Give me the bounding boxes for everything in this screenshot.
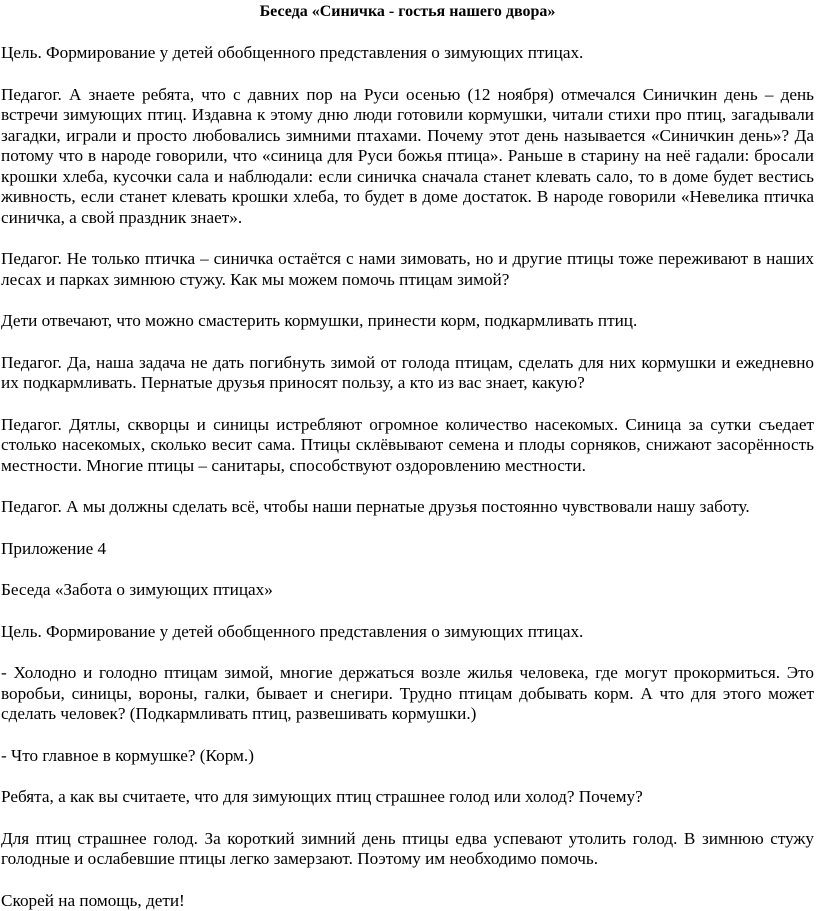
paragraph-goal: Цель. Формирование у детей обобщенного представления о зимующих птицах.	[1, 43, 814, 64]
paragraph-goal-2: Цель. Формирование у детей обобщенного представления о зимующих птицах.	[1, 622, 814, 643]
paragraph-sinichkin-day: Педагог. А знаете ребята, что с давних пор на Руси осенью (12 ноября) отмечался Синичкин день – день встречи зимующих птиц. Издавна к этому дню люди готовили кормушки, читали стихи про птиц, загадывали загадки, играли и просто любовались зимними птахами. Почему этот день называется «Синичкин день»? Да потому что в народе говорили, что «синица для Руси божья птица». Раньше в старину на неё гадали: бросали крошки хлеба, кусочки сала и наблюдали: если синичка сначала станет клевать сало, то в доме будет вестись живность, если станет клевать крошки хлеба, то будет в доме достаток. В народе говорили «Невелика птичка синичка, а свой праздник знает».	[1, 85, 814, 229]
paragraph-hunger-answer: Для птиц страшнее голод. За короткий зимний день птицы едва успевают утолить голод. В зимнюю стужу голодные и ослабевшие птицы легко замерзают. Поэтому им необходимо помочь.	[1, 829, 814, 870]
paragraph-question: Ребята, а как вы считаете, что для зимующих птиц страшнее голод или холод? Почему?	[1, 787, 814, 808]
paragraph-feeders-task: Педагог. Да, наша задача не дать погибнуть зимой от голода птицам, сделать для них кормушки и ежедневно их подкармливать. Пернатые друзья приносят пользу, а кто из вас знает, какую?	[1, 353, 814, 394]
paragraph-call-to-help: Скорей на помощь, дети!	[1, 891, 814, 911]
paragraph-children-answer: Дети отвечают, что можно смастерить кормушки, принести корм, подкармливать птиц.	[1, 311, 814, 332]
second-talk-title: Беседа «Забота о зимующих птицах»	[1, 580, 814, 601]
appendix-heading: Приложение 4	[1, 539, 814, 560]
document-title: Беседа «Синичка - гостья нашего двора»	[1, 2, 814, 22]
paragraph-cold-hungry: - Холодно и голодно птицам зимой, многие держаться возле жилья человека, где могут прокормиться. Это воробьи, синицы, вороны, галки, бывает и снегири. Трудно птицам добывать корм. А что для этого может сделать человек? (Подкармливать птиц, развешивать кормушки.)	[1, 663, 814, 725]
paragraph-our-care: Педагог. А мы должны сделать всё, чтобы наши пернатые друзья постоянно чувствовали нашу заботу.	[1, 497, 814, 518]
paragraph-winter-help: Педагог. Не только птичка – синичка остаётся с нами зимовать, но и другие птицы тоже переживают в наших лесах и парках зимнюю стужу. Как мы можем помочь птицам зимой?	[1, 249, 814, 290]
paragraph-birds-benefit: Педагог. Дятлы, скворцы и синицы истребляют огромное количество насекомых. Синица за сутки съедает столько насекомых, сколько весит сама. Птицы склёвывают семена и плоды сорняков, снижают засорённость местности. Многие птицы – санитары, способствуют оздоровлению местности.	[1, 415, 814, 477]
paragraph-feeder-main: - Что главное в кормушке? (Корм.)	[1, 746, 814, 767]
